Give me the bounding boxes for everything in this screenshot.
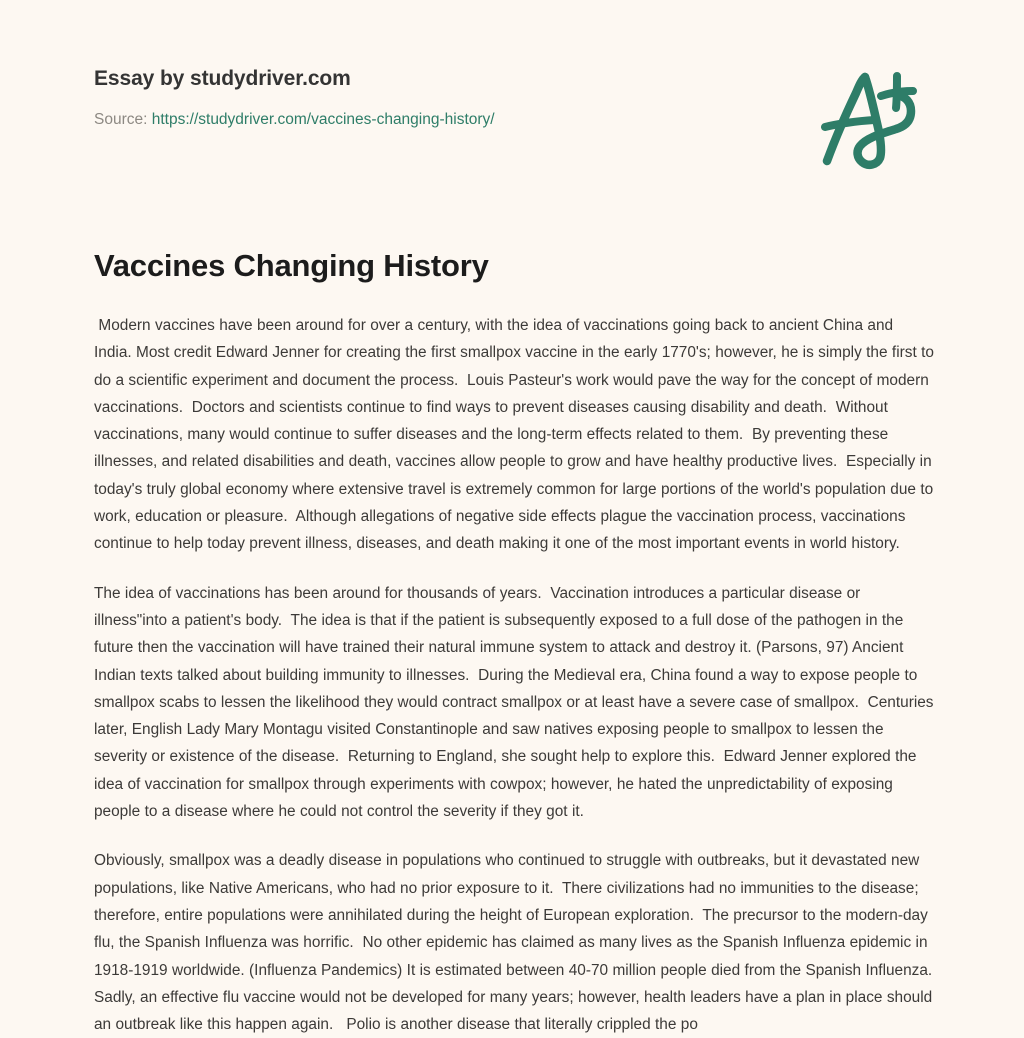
a-plus-logo xyxy=(812,66,924,170)
paragraph: Modern vaccines have been around for over a century, with the idea of vaccinations going back to ancient China and India. Most credit Edward Jenner for creating the first smallpox vaccine in the early 1770's; however, he is simply the first to do a scientific experiment and document the process. Louis Pasteur's work would pave the way for the concept of modern vaccinations. Doctors and scientists continue to find ways to prevent diseases causing disability and death. Without vaccinations, many would continue to suffer diseases and the long-term effects related to them. By preventing these illnesses, and related disabilities and death, vaccines allow people to grow and have healthy productive lives. Especially in today's truly global economy where extensive travel is extremely common for large portions of the world's population due to work, education or pleasure. Although allegations of negative side effects plague the vaccination process, vaccinations continue to help today prevent illness, diseases, and death making it one of the most important events in world history. xyxy=(94,317,939,553)
essay-body xyxy=(94,312,941,1038)
source-line xyxy=(94,110,930,130)
byline: Essay by studydriver.com xyxy=(94,67,351,90)
source-url-link[interactable]: https://studydriver.com/vaccines-changing-history/ xyxy=(151,111,495,129)
paragraph: Obviously, smallpox was a deadly disease in populations who continued to struggle with outbreaks, but it devastated new populations, like Native Americans, who had no prior exposure to it. There civilizations had no immunities to the disease; therefore, entire populations were annihilated during the height of European exploration. The precursor to the modern-day flu, the Spanish Influenza was horrific. No other epidemic has claimed as many lives as the Spanish Influenza epidemic in 1918-1919 worldwide. (Influenza Pandemics) It is estimated between 40-70 million people died from the Spanish Influenza. Sadly, an effective flu vaccine would not be developed for many years; however, health leaders have a plan in place should an outbreak like this happen again. Polio is another disease that literally crippled the po xyxy=(94,852,941,1034)
document-header xyxy=(94,66,930,130)
source-label: Source: xyxy=(94,111,148,129)
a-plus-logo-icon xyxy=(825,76,913,165)
paragraph: The idea of vaccinations has been around for thousands of years. Vaccination introduces a particular disease or illness"into a patient's body. The idea is that if the patient is subsequently exposed to a full dose of the pathogen in the future then the vaccination will have trained their natural immune system to attack and destroy it. (Parsons, 97) Ancient Indian texts talked about building immunity to illnesses. During the Medieval era, China found a way to expose people to smallpox scabs to lessen the likelihood they would contract smallpox or at least have a severe case of smallpox. Centuries later, English Lady Mary Montagu visited Constantinople and saw natives exposing people to smallpox to lessen the severity or existence of the disease. Returning to England, she sought help to explore this. Edward Jenner explored the idea of vaccination for smallpox through experiments with cowpox; however, he hated the unpredictability of exposing people to a disease where he could not control the severity if they got it. xyxy=(94,584,938,821)
page-title: Vaccines Changing History xyxy=(94,248,489,283)
